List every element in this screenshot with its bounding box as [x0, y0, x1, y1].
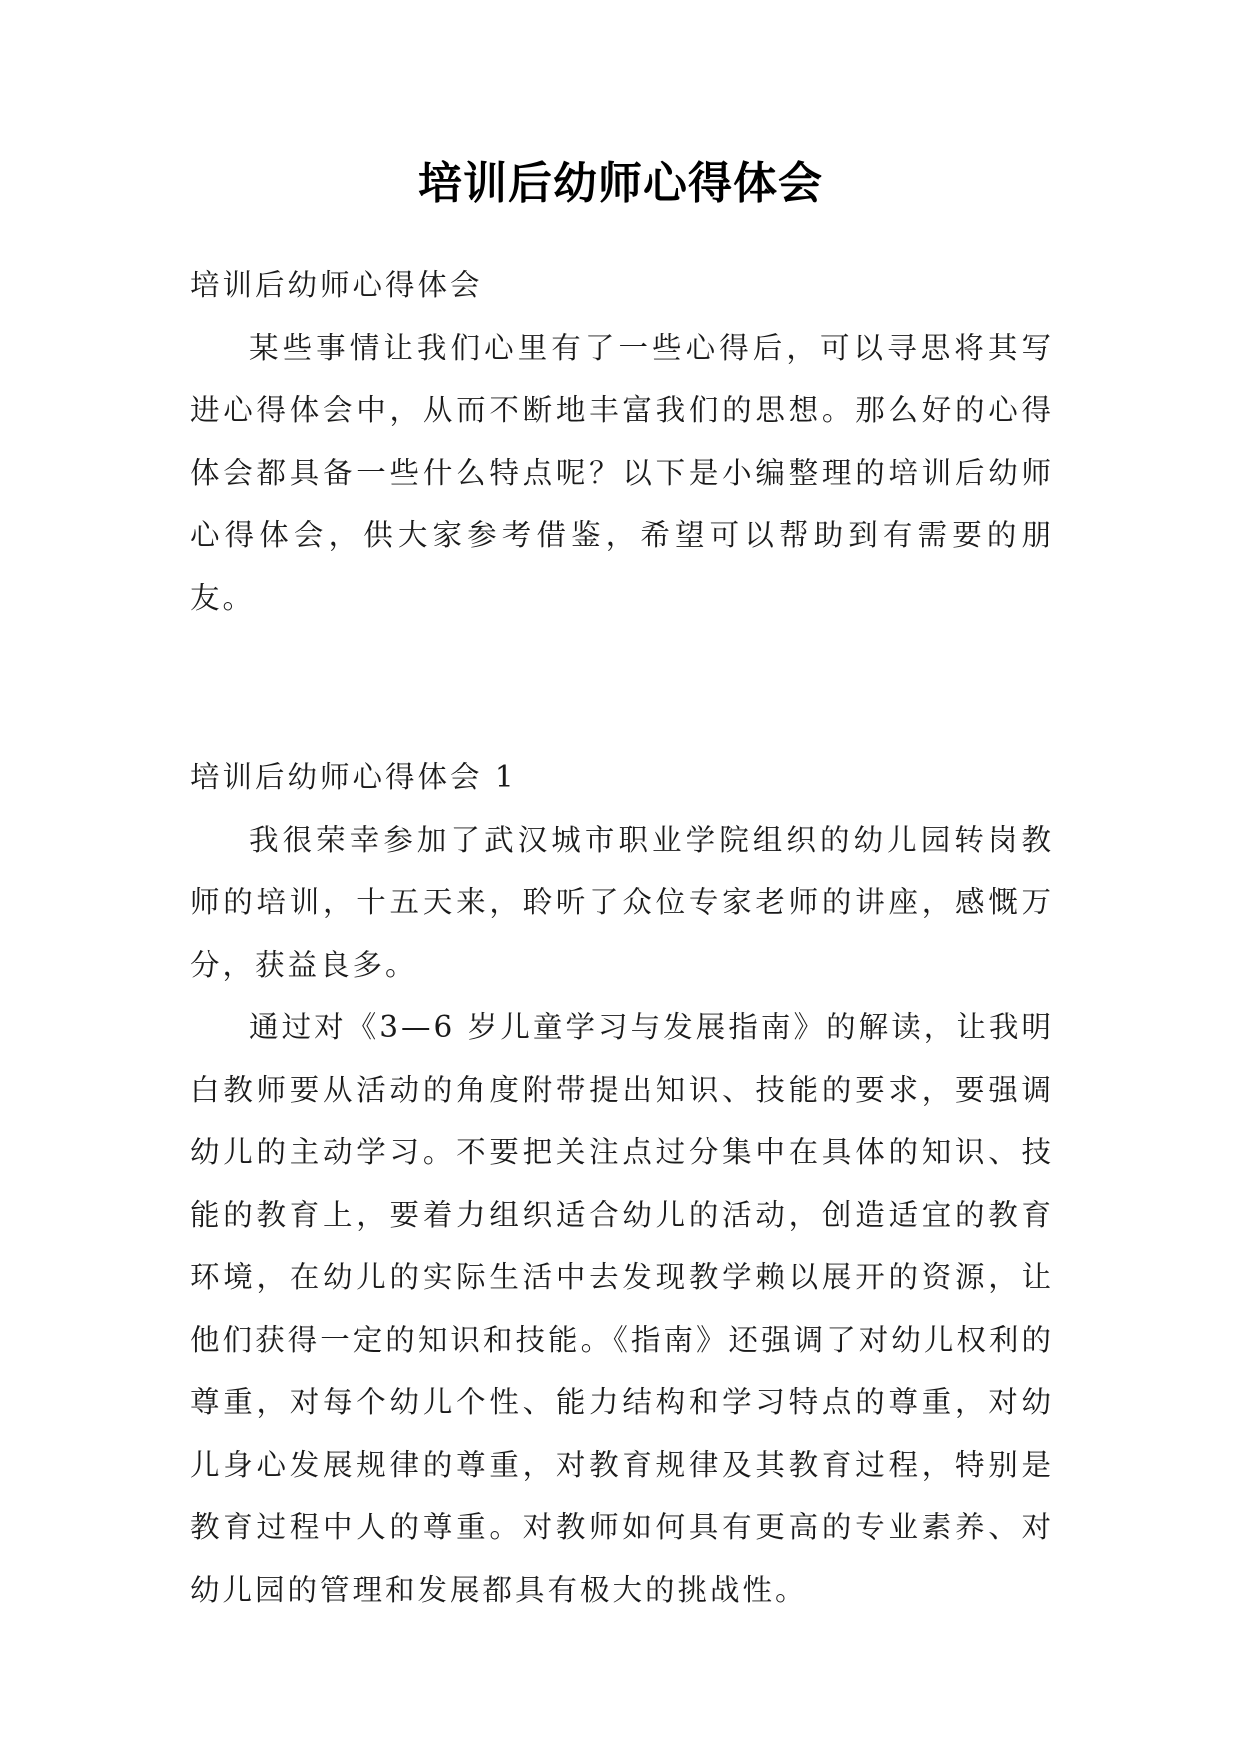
section-1 [190, 746, 1054, 1621]
section-1-paragraph-1: 我很荣幸参加了武汉城市职业学院组织的幼儿园转岗教师的培训，十五天来，聆听了众位专家老师的讲座，感慨万分，获益良多。 [190, 822, 1054, 982]
intro-paragraph: 某些事情让我们心里有了一些心得后，可以寻思将其写进心得体会中，从而不断地丰富我们的思想。那么好的心得体会都具备一些什么特点呢？以下是小编整理的培训后幼师心得体会，供大家参考借鉴，希望可以帮助到有需要的朋友。 [190, 330, 1054, 615]
section-1-heading: 培训后幼师心得体会 1 [190, 760, 517, 794]
intro-heading: 培训后幼师心得体会 [190, 268, 483, 302]
section-1-paragraph-2: 通过对《3—6 岁儿童学习与发展指南》的解读，让我明白教师要从活动的角度附带提出知识、技能的要求，要强调幼儿的主动学习。不要把关注点过分集中在具体的知识、技能的教育上，要着力组织适合幼儿的活动，创造适宜的教育环境，在幼儿的实际生活中去发现教学赖以展开的资源，让他们获得一定的知识和技能。《指南》还强调了对幼儿权利的尊重，对每个幼儿个性、能力结构和学习特点的尊重，对幼儿身心发展规律的尊重，对教育规律及其教育过程，特别是教育过程中人的尊重。对教师如何具有更高的专业素养、对幼儿园的管理和发展都具有极大的挑战性。 [190, 1010, 1054, 1607]
document-title: 培训后幼师心得体会 [418, 158, 823, 209]
intro-section [190, 254, 1054, 629]
